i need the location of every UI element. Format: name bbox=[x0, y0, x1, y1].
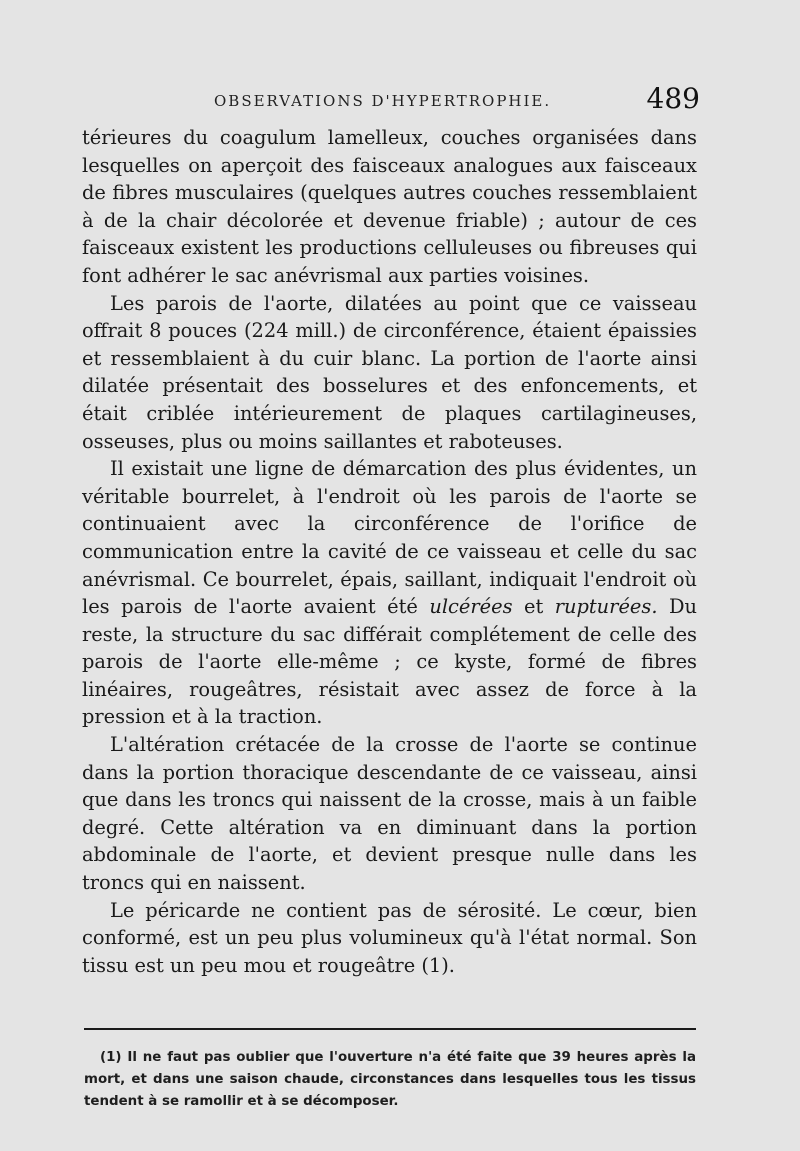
body-text bbox=[82, 124, 697, 979]
italic-rupturees: rupturées. bbox=[554, 595, 658, 619]
italic-ulcerees: ulcérées bbox=[429, 595, 513, 619]
footnote-divider bbox=[84, 1028, 696, 1030]
paragraph-4: L'altération crétacée de la crosse de l'aorte se continue dans la portion thoracique descendante de ce vaisseau, ainsi que dans les troncs qui naissent de la crosse, mais à un faible degré. Cette altération va en diminuant dans la portion abdominale de l'aorte, et devient presque nulle dans les troncs qui en naissent. bbox=[82, 733, 697, 895]
paragraph-3-text-c: Du reste, la structure du sac différait complétement de celle des parois de l'aorte elle-même ; ce kyste, formé de fibres linéaires, rougeâtres, résistait avec assez de force à la pression et à la traction. bbox=[82, 595, 697, 729]
page-number: 489 bbox=[646, 82, 700, 115]
page-header bbox=[82, 84, 700, 116]
running-title: OBSERVATIONS D'HYPERTROPHIE. bbox=[214, 92, 552, 110]
paragraph-5: Le péricarde ne contient pas de sérosité. Le cœur, bien conformé, est un peu plus volumineux qu'à l'état normal. Son tissu est un peu mou et rougeâtre (1). bbox=[82, 898, 697, 977]
paragraph-1: térieures du coagulum lamelleux, couches organisées dans lesquelles on aperçoit des faisceaux analogues aux faisceaux de fibres musculaires (quelques autres couches ressemblaient à de la chair décolorée et devenue friable) ; autour de ces faisceaux existent les productions celluleuses ou fibreuses qui font adhérer le sac anévrismal aux parties voisines. bbox=[82, 126, 697, 287]
paragraph-2: Les parois de l'aorte, dilatées au point que ce vaisseau offrait 8 pouces (224 mill.) de circonférence, étaient épaissies et ressemblaient à du cuir blanc. La portion de l'aorte ainsi dilatée présentait des bosselures et des enfoncements, et était criblée intérieurement de plaques cartilagineuses, osseuses, plus ou moins saillantes et raboteuses. bbox=[82, 291, 697, 453]
footnote: (1) Il ne faut pas oublier que l'ouverture n'a été faite que 39 heures après la mort, et dans une saison chaude, circonstances dans lesquelles tous les tissus tendent à se ramollir et à se décomposer. bbox=[84, 1050, 696, 1109]
paragraph-3 bbox=[82, 455, 697, 731]
paragraph-3-text-b: et bbox=[512, 595, 555, 619]
paragraph-3-text-a: Il existait une ligne de démarcation des plus évidentes, un véritable bourrelet, à l'endroit où les parois de l'aorte se continuaient avec la circonférence de l'orifice de communication entre la cavité de ce vaisseau et celle du sac anévrismal. Ce bourrelet, épais, saillant, indiquait l'endroit où les parois de l'aorte avaient été bbox=[82, 457, 697, 619]
